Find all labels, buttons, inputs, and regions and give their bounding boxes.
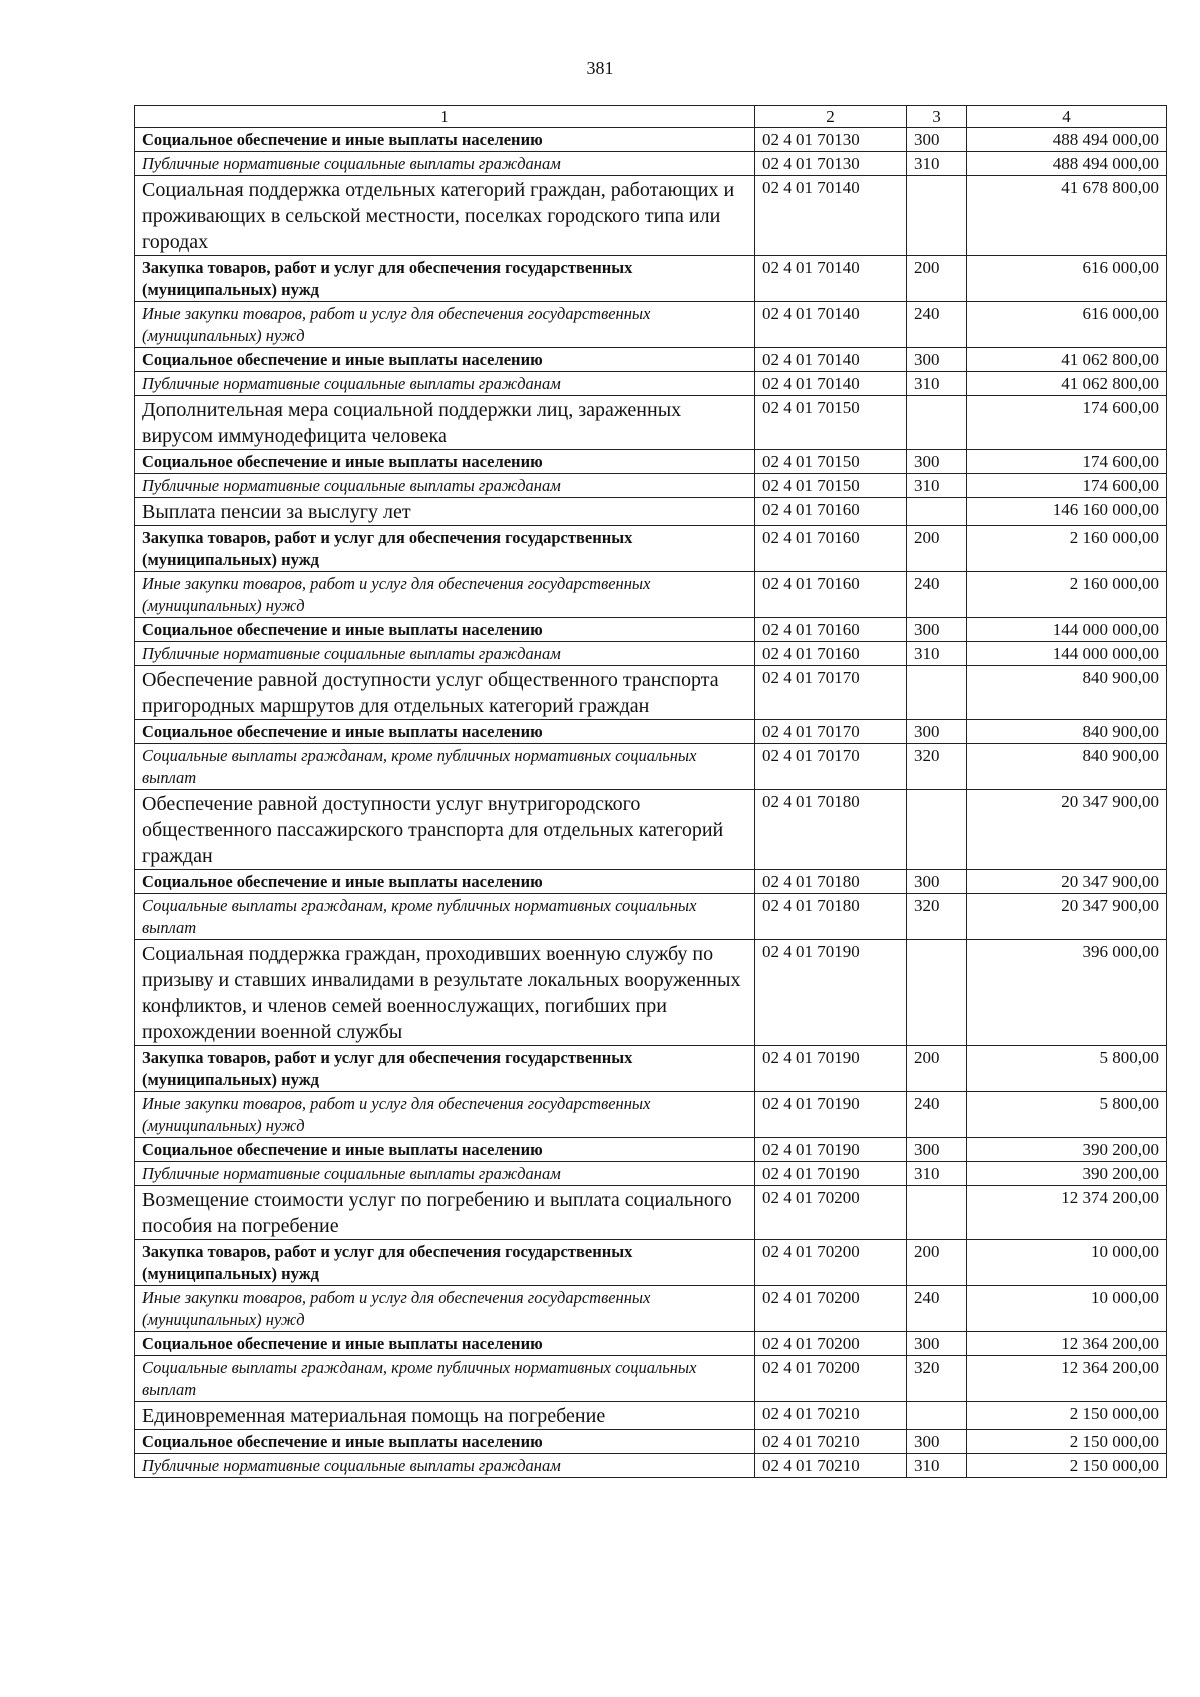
row-code-cell: 02 4 01 70170 (755, 666, 907, 720)
row-kvr-cell: 300 (907, 870, 967, 894)
row-code-cell: 02 4 01 70200 (755, 1332, 907, 1356)
row-code-cell: 02 4 01 70140 (755, 348, 907, 372)
table-row (135, 1092, 1167, 1138)
row-kvr-cell (907, 790, 967, 870)
row-name-cell: Выплата пенсии за выслугу лет (135, 498, 755, 526)
row-kvr-cell (907, 176, 967, 256)
row-name-cell: Публичные нормативные социальные выплаты гражданам (135, 372, 755, 396)
row-name-cell: Публичные нормативные социальные выплаты гражданам (135, 1162, 755, 1186)
table-row (135, 128, 1167, 152)
row-name-cell: Социальное обеспечение и иные выплаты населению (135, 450, 755, 474)
table-row (135, 894, 1167, 940)
row-code-cell: 02 4 01 70140 (755, 302, 907, 348)
table-row (135, 152, 1167, 176)
row-kvr-cell: 320 (907, 744, 967, 790)
row-amount-cell: 396 000,00 (967, 940, 1167, 1046)
row-amount-cell: 2 160 000,00 (967, 572, 1167, 618)
row-kvr-cell: 310 (907, 372, 967, 396)
row-name-cell: Публичные нормативные социальные выплаты гражданам (135, 474, 755, 498)
row-amount-cell: 20 347 900,00 (967, 870, 1167, 894)
budget-table (134, 105, 1167, 1478)
table-row (135, 450, 1167, 474)
row-kvr-cell: 240 (907, 572, 967, 618)
table-row (135, 474, 1167, 498)
row-amount-cell: 146 160 000,00 (967, 498, 1167, 526)
row-kvr-cell: 310 (907, 642, 967, 666)
row-kvr-cell: 320 (907, 894, 967, 940)
row-name-cell: Публичные нормативные социальные выплаты гражданам (135, 642, 755, 666)
row-amount-cell: 616 000,00 (967, 256, 1167, 302)
row-code-cell: 02 4 01 70200 (755, 1286, 907, 1332)
row-amount-cell: 488 494 000,00 (967, 128, 1167, 152)
row-kvr-cell: 310 (907, 1162, 967, 1186)
row-name-cell: Единовременная материальная помощь на погребение (135, 1402, 755, 1430)
row-kvr-cell: 300 (907, 618, 967, 642)
row-code-cell: 02 4 01 70130 (755, 152, 907, 176)
row-amount-cell: 5 800,00 (967, 1092, 1167, 1138)
row-kvr-cell: 200 (907, 256, 967, 302)
row-amount-cell: 41 062 800,00 (967, 372, 1167, 396)
row-amount-cell: 390 200,00 (967, 1162, 1167, 1186)
row-name-cell: Социальное обеспечение и иные выплаты населению (135, 720, 755, 744)
row-name-cell: Публичные нормативные социальные выплаты гражданам (135, 1454, 755, 1478)
row-kvr-cell: 310 (907, 1454, 967, 1478)
table-row (135, 744, 1167, 790)
table-row (135, 1430, 1167, 1454)
row-name-cell: Обеспечение равной доступности услуг внутригородского общественного пассажирского транспорта для отдельных категорий граждан (135, 790, 755, 870)
row-name-cell: Закупка товаров, работ и услуг для обеспечения государственных (муниципальных) нужд (135, 1046, 755, 1092)
row-kvr-cell (907, 940, 967, 1046)
row-code-cell: 02 4 01 70160 (755, 572, 907, 618)
row-code-cell: 02 4 01 70200 (755, 1356, 907, 1402)
row-code-cell: 02 4 01 70200 (755, 1186, 907, 1240)
row-name-cell: Публичные нормативные социальные выплаты гражданам (135, 152, 755, 176)
table-row (135, 1332, 1167, 1356)
row-name-cell: Социальное обеспечение и иные выплаты населению (135, 348, 755, 372)
row-kvr-cell: 300 (907, 128, 967, 152)
row-kvr-cell (907, 1186, 967, 1240)
table-row (135, 720, 1167, 744)
table-row (135, 1186, 1167, 1240)
row-kvr-cell (907, 666, 967, 720)
row-amount-cell: 840 900,00 (967, 666, 1167, 720)
row-kvr-cell: 300 (907, 720, 967, 744)
row-code-cell: 02 4 01 70140 (755, 256, 907, 302)
table-row (135, 1402, 1167, 1430)
row-amount-cell: 840 900,00 (967, 744, 1167, 790)
row-kvr-cell (907, 396, 967, 450)
row-code-cell: 02 4 01 70140 (755, 176, 907, 256)
table-row (135, 618, 1167, 642)
row-amount-cell: 2 160 000,00 (967, 526, 1167, 572)
table-row (135, 1356, 1167, 1402)
row-code-cell: 02 4 01 70160 (755, 642, 907, 666)
row-amount-cell: 174 600,00 (967, 474, 1167, 498)
row-amount-cell: 174 600,00 (967, 396, 1167, 450)
row-kvr-cell: 300 (907, 348, 967, 372)
table-header-row (135, 106, 1167, 128)
row-kvr-cell: 310 (907, 474, 967, 498)
row-name-cell: Социальное обеспечение и иные выплаты населению (135, 1138, 755, 1162)
row-name-cell: Дополнительная мера социальной поддержки лиц, зараженных вирусом иммунодефицита человека (135, 396, 755, 450)
row-code-cell: 02 4 01 70160 (755, 618, 907, 642)
row-name-cell: Социальное обеспечение и иные выплаты населению (135, 1430, 755, 1454)
row-name-cell: Социальная поддержка отдельных категорий граждан, работающих и проживающих в сельской местности, поселках городского типа или городах (135, 176, 755, 256)
row-amount-cell: 12 364 200,00 (967, 1332, 1167, 1356)
table-row (135, 572, 1167, 618)
table-row (135, 870, 1167, 894)
table-row (135, 302, 1167, 348)
table-row (135, 790, 1167, 870)
row-kvr-cell: 320 (907, 1356, 967, 1402)
table-row (135, 526, 1167, 572)
table-row (135, 940, 1167, 1046)
row-name-cell: Социальные выплаты гражданам, кроме публичных нормативных социальных выплат (135, 744, 755, 790)
row-amount-cell: 144 000 000,00 (967, 618, 1167, 642)
table-row (135, 176, 1167, 256)
table-row (135, 1454, 1167, 1478)
row-code-cell: 02 4 01 70150 (755, 474, 907, 498)
row-name-cell: Обеспечение равной доступности услуг общественного транспорта пригородных маршрутов для отдельных категорий граждан (135, 666, 755, 720)
row-name-cell: Иные закупки товаров, работ и услуг для обеспечения государственных (муниципальных) нужд (135, 302, 755, 348)
table-body (135, 106, 1167, 1478)
row-amount-cell: 840 900,00 (967, 720, 1167, 744)
row-kvr-cell: 240 (907, 1286, 967, 1332)
row-amount-cell: 144 000 000,00 (967, 642, 1167, 666)
row-code-cell: 02 4 01 70190 (755, 1162, 907, 1186)
row-kvr-cell: 240 (907, 1092, 967, 1138)
row-name-cell: Возмещение стоимости услуг по погребению и выплата социального пособия на погребение (135, 1186, 755, 1240)
table-row (135, 666, 1167, 720)
row-code-cell: 02 4 01 70210 (755, 1430, 907, 1454)
row-code-cell: 02 4 01 70180 (755, 894, 907, 940)
row-code-cell: 02 4 01 70130 (755, 128, 907, 152)
row-code-cell: 02 4 01 70170 (755, 720, 907, 744)
row-kvr-cell: 300 (907, 1138, 967, 1162)
row-code-cell: 02 4 01 70210 (755, 1454, 907, 1478)
header-cell-amount: 4 (967, 106, 1167, 128)
row-amount-cell: 2 150 000,00 (967, 1402, 1167, 1430)
row-kvr-cell (907, 1402, 967, 1430)
row-code-cell: 02 4 01 70170 (755, 744, 907, 790)
row-amount-cell: 488 494 000,00 (967, 152, 1167, 176)
header-cell-code: 2 (755, 106, 907, 128)
row-name-cell: Социальная поддержка граждан, проходивших военную службу по призыву и ставших инвалидами в результате локальных вооруженных конфликтов, и членов семей военнослужащих, погибших при прохождении военной службы (135, 940, 755, 1046)
row-amount-cell: 41 062 800,00 (967, 348, 1167, 372)
row-amount-cell: 10 000,00 (967, 1240, 1167, 1286)
row-amount-cell: 12 364 200,00 (967, 1356, 1167, 1402)
row-kvr-cell: 300 (907, 1430, 967, 1454)
row-code-cell: 02 4 01 70190 (755, 1138, 907, 1162)
row-kvr-cell (907, 498, 967, 526)
row-name-cell: Закупка товаров, работ и услуг для обеспечения государственных (муниципальных) нужд (135, 256, 755, 302)
row-name-cell: Иные закупки товаров, работ и услуг для обеспечения государственных (муниципальных) нужд (135, 572, 755, 618)
row-name-cell: Закупка товаров, работ и услуг для обеспечения государственных (муниципальных) нужд (135, 526, 755, 572)
row-amount-cell: 616 000,00 (967, 302, 1167, 348)
table-row (135, 348, 1167, 372)
table-row (135, 396, 1167, 450)
table-row (135, 256, 1167, 302)
header-cell-kvr: 3 (907, 106, 967, 128)
page-number: 381 (586, 58, 614, 78)
table-row (135, 642, 1167, 666)
row-amount-cell: 20 347 900,00 (967, 894, 1167, 940)
row-amount-cell: 174 600,00 (967, 450, 1167, 474)
header-cell-name: 1 (135, 106, 755, 128)
row-amount-cell: 41 678 800,00 (967, 176, 1167, 256)
row-name-cell: Иные закупки товаров, работ и услуг для обеспечения государственных (муниципальных) нужд (135, 1286, 755, 1332)
row-name-cell: Социальное обеспечение и иные выплаты населению (135, 870, 755, 894)
row-code-cell: 02 4 01 70180 (755, 790, 907, 870)
row-code-cell: 02 4 01 70200 (755, 1240, 907, 1286)
row-amount-cell: 20 347 900,00 (967, 790, 1167, 870)
row-amount-cell: 10 000,00 (967, 1286, 1167, 1332)
row-code-cell: 02 4 01 70210 (755, 1402, 907, 1430)
row-code-cell: 02 4 01 70180 (755, 870, 907, 894)
row-kvr-cell: 200 (907, 526, 967, 572)
row-kvr-cell: 200 (907, 1046, 967, 1092)
table-row (135, 1162, 1167, 1186)
row-amount-cell: 12 374 200,00 (967, 1186, 1167, 1240)
row-code-cell: 02 4 01 70190 (755, 1092, 907, 1138)
row-name-cell: Иные закупки товаров, работ и услуг для обеспечения государственных (муниципальных) нужд (135, 1092, 755, 1138)
row-kvr-cell: 200 (907, 1240, 967, 1286)
row-name-cell: Социальное обеспечение и иные выплаты населению (135, 1332, 755, 1356)
row-code-cell: 02 4 01 70150 (755, 396, 907, 450)
row-kvr-cell: 240 (907, 302, 967, 348)
row-amount-cell: 390 200,00 (967, 1138, 1167, 1162)
row-name-cell: Социальное обеспечение и иные выплаты населению (135, 618, 755, 642)
row-kvr-cell: 300 (907, 1332, 967, 1356)
row-name-cell: Социальные выплаты гражданам, кроме публичных нормативных социальных выплат (135, 1356, 755, 1402)
row-name-cell: Социальное обеспечение и иные выплаты населению (135, 128, 755, 152)
row-amount-cell: 5 800,00 (967, 1046, 1167, 1092)
row-code-cell: 02 4 01 70150 (755, 450, 907, 474)
table-row (135, 372, 1167, 396)
table-row (135, 498, 1167, 526)
row-code-cell: 02 4 01 70190 (755, 1046, 907, 1092)
row-code-cell: 02 4 01 70160 (755, 526, 907, 572)
row-amount-cell: 2 150 000,00 (967, 1430, 1167, 1454)
row-code-cell: 02 4 01 70160 (755, 498, 907, 526)
row-kvr-cell: 310 (907, 152, 967, 176)
row-kvr-cell: 300 (907, 450, 967, 474)
row-code-cell: 02 4 01 70190 (755, 940, 907, 1046)
row-name-cell: Социальные выплаты гражданам, кроме публичных нормативных социальных выплат (135, 894, 755, 940)
table-row (135, 1138, 1167, 1162)
row-code-cell: 02 4 01 70140 (755, 372, 907, 396)
row-name-cell: Закупка товаров, работ и услуг для обеспечения государственных (муниципальных) нужд (135, 1240, 755, 1286)
table-row (135, 1286, 1167, 1332)
table-row (135, 1240, 1167, 1286)
table-row (135, 1046, 1167, 1092)
row-amount-cell: 2 150 000,00 (967, 1454, 1167, 1478)
